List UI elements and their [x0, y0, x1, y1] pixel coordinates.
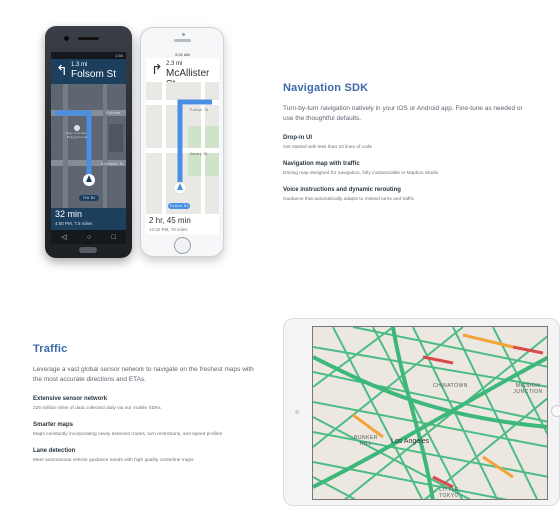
android-phone — [45, 26, 132, 258]
feature-description: Guidance that automatically adapts to missed turns and traffic — [283, 197, 415, 202]
trip-eta: 12:32 PM, 78 miles — [149, 227, 188, 232]
map-label-fulton: Fulton St — [190, 108, 209, 112]
recents-icon[interactable]: □ — [111, 233, 116, 241]
maneuver-street: McAllister — [166, 68, 210, 79]
iphone-map — [146, 82, 219, 214]
feature-item — [33, 422, 258, 437]
turn-left-icon: ↰ — [56, 62, 68, 78]
section-description: Turn-by-turn navigation natively in your iOS or Android app. Fine-tune as needed or use the thoughtful defaults. — [283, 105, 523, 122]
front-camera — [182, 33, 185, 36]
feature-title: Voice instructions and dynamic rerouting — [283, 187, 401, 193]
navigation-sdk-section — [283, 82, 523, 202]
home-button[interactable] — [551, 405, 560, 417]
section-title: Navigation SDK — [283, 82, 369, 94]
feature-title: Lane detection — [33, 448, 76, 454]
trip-eta: 4:50 PM, 7.5 miles — [55, 221, 93, 226]
district-label-little-tokyo: LITTLE TOKYO — [439, 487, 459, 499]
maneuver-banner — [51, 59, 126, 84]
feature-title: Drop-in UI — [283, 135, 312, 141]
home-button[interactable] — [174, 237, 191, 254]
feature-item — [283, 135, 523, 150]
traffic-map-roads — [313, 327, 548, 500]
feature-description: 225 million miles of data collected daily via our mobile SDKs — [33, 406, 161, 411]
iphone-screen — [146, 52, 219, 234]
status-bar: 1:50 — [51, 52, 126, 59]
traffic-map[interactable] — [312, 326, 548, 500]
trip-duration: 32 min — [55, 209, 83, 219]
district-label-mission-junction: MISSION JUNCTION — [513, 383, 543, 395]
section-title: Traffic — [33, 343, 68, 355]
feature-item — [283, 161, 523, 176]
district-label-bunker-hill: BUNKER HILL — [354, 435, 378, 447]
maneuver-street: Folsom St — [71, 69, 117, 80]
feature-title: Navigation map with traffic — [283, 161, 360, 167]
maneuver-distance: 2.3 mi — [166, 61, 183, 67]
earpiece-speaker — [174, 39, 191, 42]
map-label-shotwell: Shotwell St — [101, 162, 125, 166]
feature-title: Smarter maps — [33, 422, 74, 428]
tablet — [283, 318, 560, 506]
android-screen — [51, 52, 126, 244]
android-nav-bar — [51, 230, 126, 244]
map-label-geary: Geary St — [190, 152, 208, 156]
current-street-pill: Fulton St — [169, 204, 189, 208]
back-icon[interactable]: ◁ — [61, 234, 67, 241]
turn-right-icon: ↱ — [151, 61, 163, 77]
front-camera — [295, 410, 299, 414]
city-label: Los Angeles — [391, 438, 430, 445]
feature-description: Driving map designed for navigation, fully customizable in Mapbox Studio — [283, 171, 439, 176]
home-button[interactable] — [79, 247, 97, 253]
earpiece-speaker — [78, 37, 99, 40]
feature-description: Get started with less than 10 lines of code — [283, 145, 373, 150]
android-map — [51, 84, 126, 208]
feature-item — [33, 396, 258, 411]
iphone — [140, 27, 224, 257]
feature-item — [33, 448, 258, 463]
poi-label: Bay Curtain Playground — [66, 131, 88, 139]
district-label-chinatown: CHINATOWN — [433, 383, 468, 389]
trip-duration: 2 hr, 45 min — [149, 216, 191, 225]
section-description: Leverage a vast global sensor network to navigate on the freshest maps with the most accurate directions and ETAs. — [33, 366, 254, 383]
front-camera — [64, 36, 69, 41]
traffic-section — [33, 343, 258, 463]
trip-summary[interactable] — [146, 214, 219, 234]
current-street-pill: 7th St — [79, 195, 99, 201]
maneuver-distance: 1.3 mi — [71, 62, 88, 68]
map-label-folsom: Folsom — [106, 111, 121, 115]
feature-item — [283, 187, 523, 202]
maneuver-banner — [146, 58, 219, 82]
home-icon[interactable]: ○ — [86, 233, 92, 241]
feature-title: Extensive sensor network — [33, 396, 108, 402]
feature-description: Meet autonomous vehicle guidance needs with high quality centerline maps — [33, 458, 194, 463]
feature-description: Maps constantly incorporating newly detected routes, turn restrictions, and speed profiles — [33, 432, 223, 437]
status-bar: 9:41 AM — [146, 52, 219, 58]
trip-summary[interactable] — [51, 208, 126, 230]
